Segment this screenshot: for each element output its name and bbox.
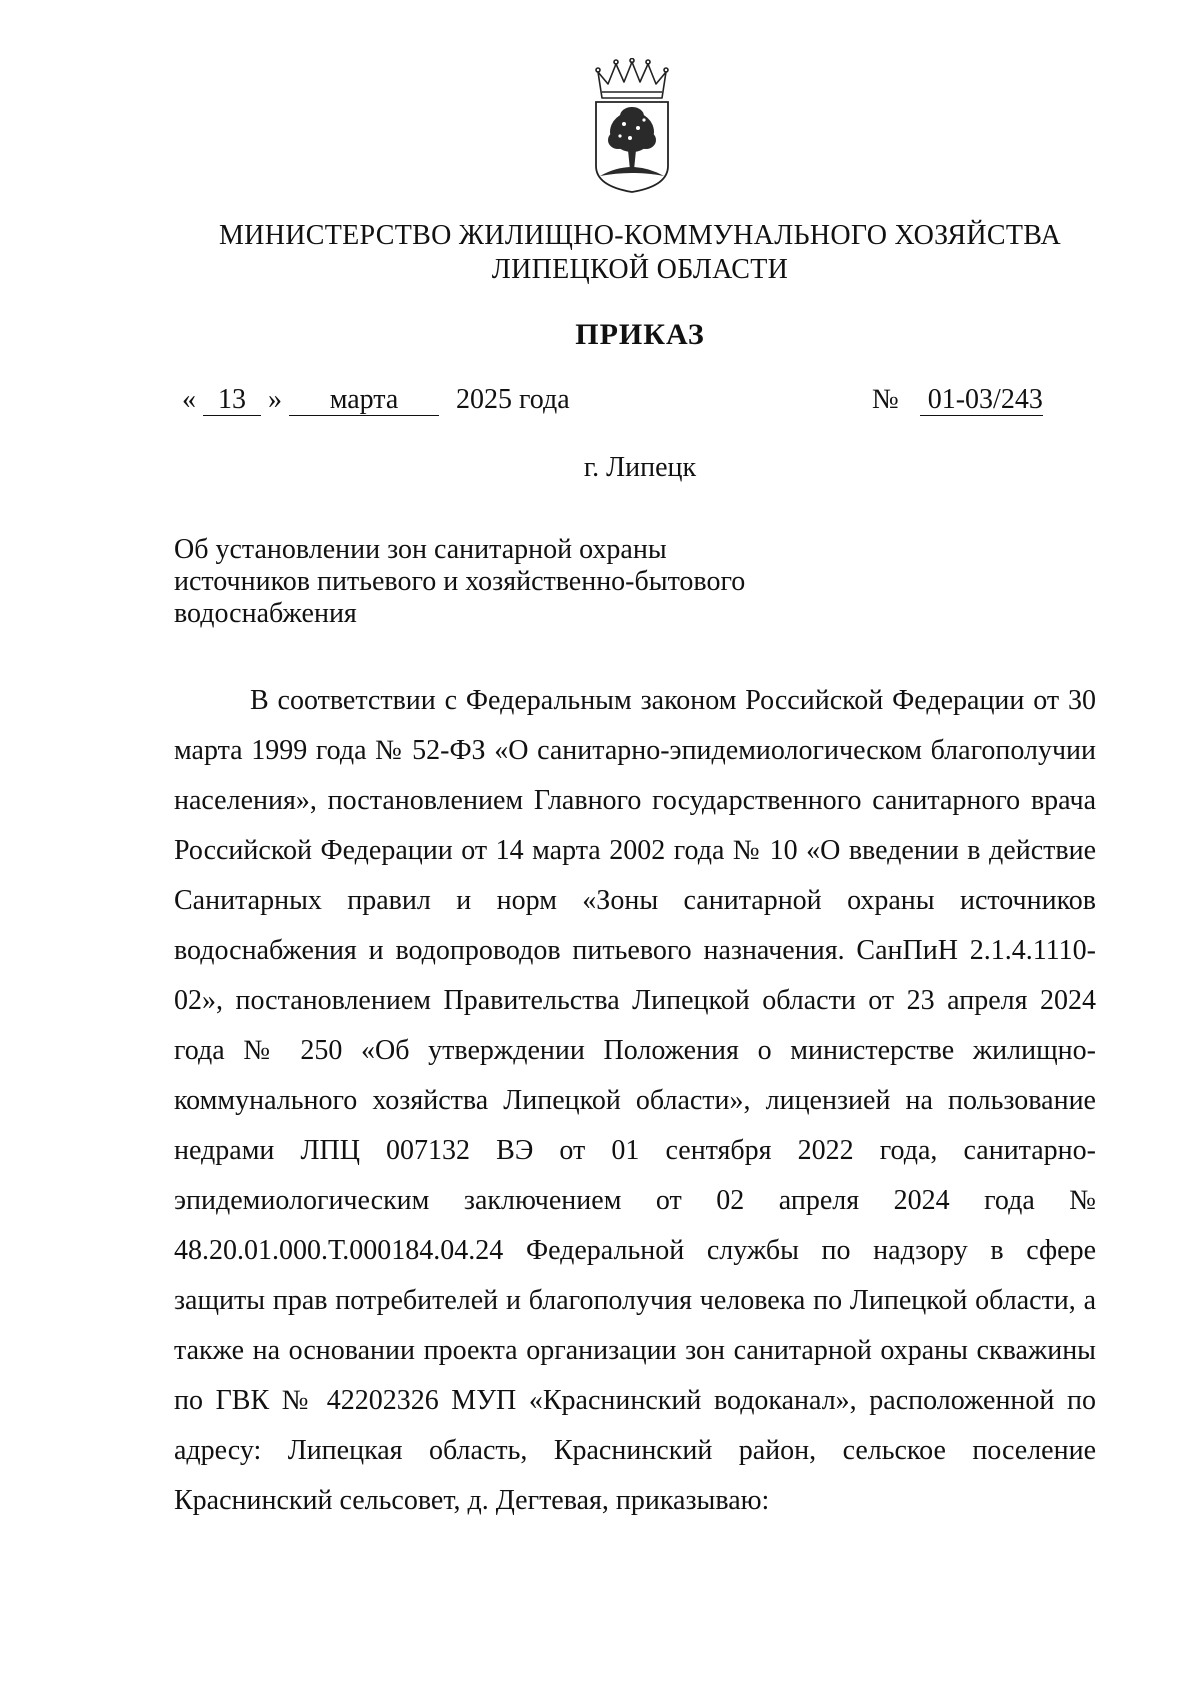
body-paragraph: В соответствии с Федеральным законом Российской Федерации от 30 марта 1999 года № 52-ФЗ «О санитарно-эпидемиологическом благополучии населения», постановлением Главного государственного санитарного врача Российской Федерации от 14 марта 2002 года № 10 «О введении в действие Санитарных правил и норм «Зоны санитарной охраны источников водоснабжения и водопроводов питьевого назначения. СанПиН 2.1.4.1110-02», постановлением Правительства Липецкой области от 23 апреля 2024 года № 250 «Об утверждении Положения о министерстве жилищно-коммунального хозяйства Липецкой области», лицензией на пользование недрами ЛПЦ 007132 ВЭ от 01 сентября 2022 года, санитарно-эпидемиологическим заключением от 02 апреля 2024 года № 48.20.01.000.Т.000184.04.24 Федеральной службы по надзору в сфере защиты прав потребителей и благополучия человека по Липецкой области, а также на основании проекта организации зон санитарной охраны скважины по ГВК № 42202326 МУП «Краснинский водоканал», расположенной по адресу: Липецкая область, Краснинский район, сельское поселение Краснинский сельсовет, д. Дегтевая, приказываю: (174, 685, 1096, 1516)
lipetsk-coat-of-arms-icon (590, 58, 674, 194)
number-value: 01-03/243 (920, 384, 1043, 416)
order-subject (174, 534, 794, 630)
date-year: 2025 года (456, 384, 570, 415)
subject-line1: Об установлении зон санитарной охраны (174, 534, 667, 565)
subject-line3: водоснабжения (174, 598, 357, 629)
order-title: ПРИКАЗ (575, 318, 705, 351)
order-date (182, 384, 570, 416)
number-sign: № (872, 384, 899, 415)
subject-line2: источников питьевого и хозяйственно-бытового (174, 566, 746, 597)
order-number (872, 384, 1043, 416)
date-day: 13 (203, 385, 261, 416)
date-close-quote: » (268, 384, 282, 415)
date-open-quote: « (182, 384, 196, 415)
date-month: марта (289, 385, 439, 416)
ministry-name-line1: МИНИСТЕРСТВО ЖИЛИЩНО-КОММУНАЛЬНОГО ХОЗЯЙСТВА (218, 220, 1062, 251)
ministry-name-line2: ЛИПЕЦКОЙ ОБЛАСТИ (491, 254, 789, 285)
city: г. Липецк (583, 452, 697, 483)
